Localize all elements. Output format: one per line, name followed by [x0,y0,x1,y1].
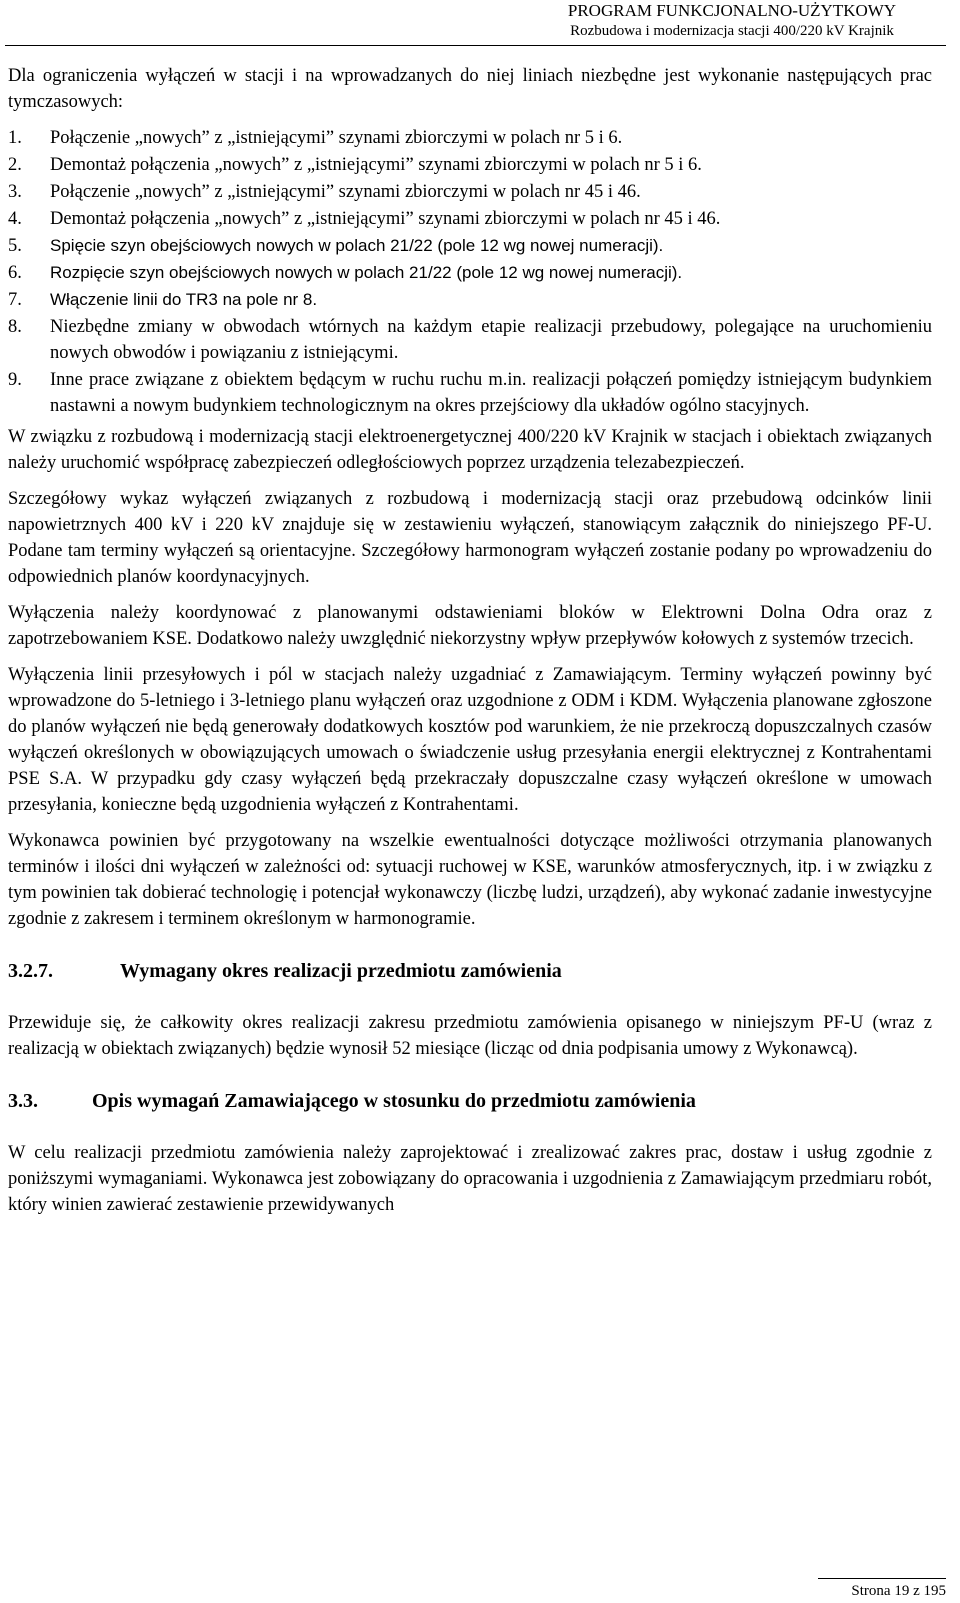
header-divider [5,45,946,46]
list-item-text: Niezbędne zmiany w obwodach wtórnych na każdym etapie realizacji przebudowy, polegające na uruchomieniu nowych obwodów i powiązaniu z istniejącymi. [50,317,932,363]
header-subtitle: Rozbudowa i modernizacja stacji 400/220 kV Krajnik [570,23,894,39]
intro-paragraph: Dla ograniczenia wyłączeń w stacji i na wprowadzanych do niej liniach niezbędne jest wykonanie następujących prac tymczasowych: [8,66,932,112]
list-item [8,152,932,178]
list-item [8,206,932,232]
list-item-number: 6. [8,263,22,283]
list-item-text: Włączenie linii do TR3 na pole nr 8. [50,290,318,309]
page-header [522,0,942,40]
section-heading-3-2-7 [8,958,932,984]
list-item [8,260,932,286]
paragraph: W związku z rozbudową i modernizacją stacji elektroenergetycznej 400/220 kV Krajnik w stacjach i obiektach związanych należy uruchomić współpracę zabezpieczeń odległościowych poprzez urządzenia telezabezpieczeń. [8,427,932,473]
section-title: Wymagany okres realizacji przedmiotu zamówienia [120,960,562,982]
paragraph: Wykonawca powinien być przygotowany na wszelkie ewentualności dotyczące możliwości otrzymania planowanych terminów i ilości dni wyłączeń w zależności od: sytuacji ruchowej w KSE, warunków atmosferycznych, itp. i w związku z tym powinien tak dobierać technologię i potencjał wykonawczy (liczbę ludzi, urządzeń), aby wykonać zadanie inwestycyjne zgodnie z zakresem i terminem określonym w harmonogramie. [8,831,932,929]
list-item [8,179,932,205]
paragraph: Wyłączenia należy koordynować z planowanymi odstawieniami bloków w Elektrowni Dolna Odra oraz z zapotrzebowaniem KSE. Dodatkowo należy uwzględnić niekorzystny wpływ przepływów kołowych z systemów trzecich. [8,603,932,649]
list-item [8,125,932,151]
list-item-number: 9. [8,370,22,390]
list-item [8,367,932,419]
list-item-text: Połączenie „nowych” z „istniejącymi” szynami zbiorczymi w polach nr 5 i 6. [50,128,623,148]
list-item-text: Demontaż połączenia „nowych” z „istniejącymi” szynami zbiorczymi w polach nr 5 i 6. [50,155,702,175]
list-item [8,314,932,366]
list-item-text: Spięcie szyn obejściowych nowych w polach 21/22 (pole 12 wg nowej numeracji). [50,236,664,255]
list-item-number: 5. [8,236,22,256]
list-item-number: 4. [8,209,22,229]
list-item [8,287,932,313]
paragraph: Wyłączenia linii przesyłowych i pól w stacjach należy uzgadniać z Zamawiającym. Terminy wyłączeń powinny być wprowadzone do 5-letniego i 3-letniego planu wyłączeń oraz uzgodnione z ODM i KDM. Wyłączenia planowane zgłoszone do planów wyłączeń nie będą generowały dodatkowych kosztów pod warunkiem, że nie przekroczą dopuszczalnych czasów wyłączeń określonych w obowiązujących umowach o świadczenie usług przesyłania energii elektrycznej z Kontrahentami PSE S.A. W przypadku gdy czasy wyłączeń będą przekraczały dopuszczalne czasy wyłączeń określone w umowach przesyłania, konieczne będą uzgodnienia wyłączeń z Kontrahentami. [8,665,932,815]
section-title: Opis wymagań Zamawiającego w stosunku do przedmiotu zamówienia [92,1090,696,1112]
temporary-works-list [8,125,932,419]
list-item-number: 1. [8,128,22,148]
document-body [8,63,932,1228]
header-title: PROGRAM FUNKCJONALNO-UŻYTKOWY [567,1,897,20]
section-number: 3.2.7. [8,960,53,982]
list-item [8,233,932,259]
paragraph: Przewiduje się, że całkowity okres realizacji zakresu przedmiotu zamówienia opisanego w niniejszym PF-U (wraz z realizacją w obiektach związanych) będzie wynosił 52 miesiące (licząc od dnia podpisania umowy z Wykonawcą). [8,1013,932,1059]
paragraph: Szczegółowy wykaz wyłączeń związanych z rozbudową i modernizacją stacji oraz przebudową odcinków linii napowietrznych 400 kV i 220 kV znajduje się w zestawieniu wyłączeń, stanowiącym załącznik do niniejszego PF-U. Podane tam terminy wyłączeń są orientacyjne. Szczegółowy harmonogram wyłączeń zostanie podany po wprowadzeniu do odpowiednich planów koordynacyjnych. [8,489,932,587]
paragraph: W celu realizacji przedmiotu zamówienia należy zaprojektować i zrealizować zakres prac, dostaw i usług zgodnie z poniższymi wymaganiami. Wykonawca jest zobowiązany do opracowania i uzgodnienia z Zamawiającym przedmiaru robót, który winien zawierać zestawienie przewidywanych [8,1143,932,1215]
list-item-number: 3. [8,182,22,202]
section-number: 3.3. [8,1090,38,1112]
page-number: Strona 19 z 195 [818,1578,946,1601]
list-item-number: 8. [8,317,22,337]
list-item-number: 2. [8,155,22,175]
list-item-text: Inne prace związane z obiektem będącym w ruchu ruchu m.in. realizacji połączeń pomiędzy istniejącym budynkiem nastawni a nowym budynkiem technologicznym na okres przejściowy dla układów ogólno stacyjnych. [50,370,932,416]
list-item-text: Rozpięcie szyn obejściowych nowych w polach 21/22 (pole 12 wg nowej numeracji). [50,263,683,282]
list-item-text: Demontaż połączenia „nowych” z „istniejącymi” szynami zbiorczymi w polach nr 45 i 46. [50,209,721,229]
list-item-text: Połączenie „nowych” z „istniejącymi” szynami zbiorczymi w polach nr 45 i 46. [50,182,641,202]
list-item-number: 7. [8,290,22,310]
section-heading-3-3 [8,1088,932,1114]
